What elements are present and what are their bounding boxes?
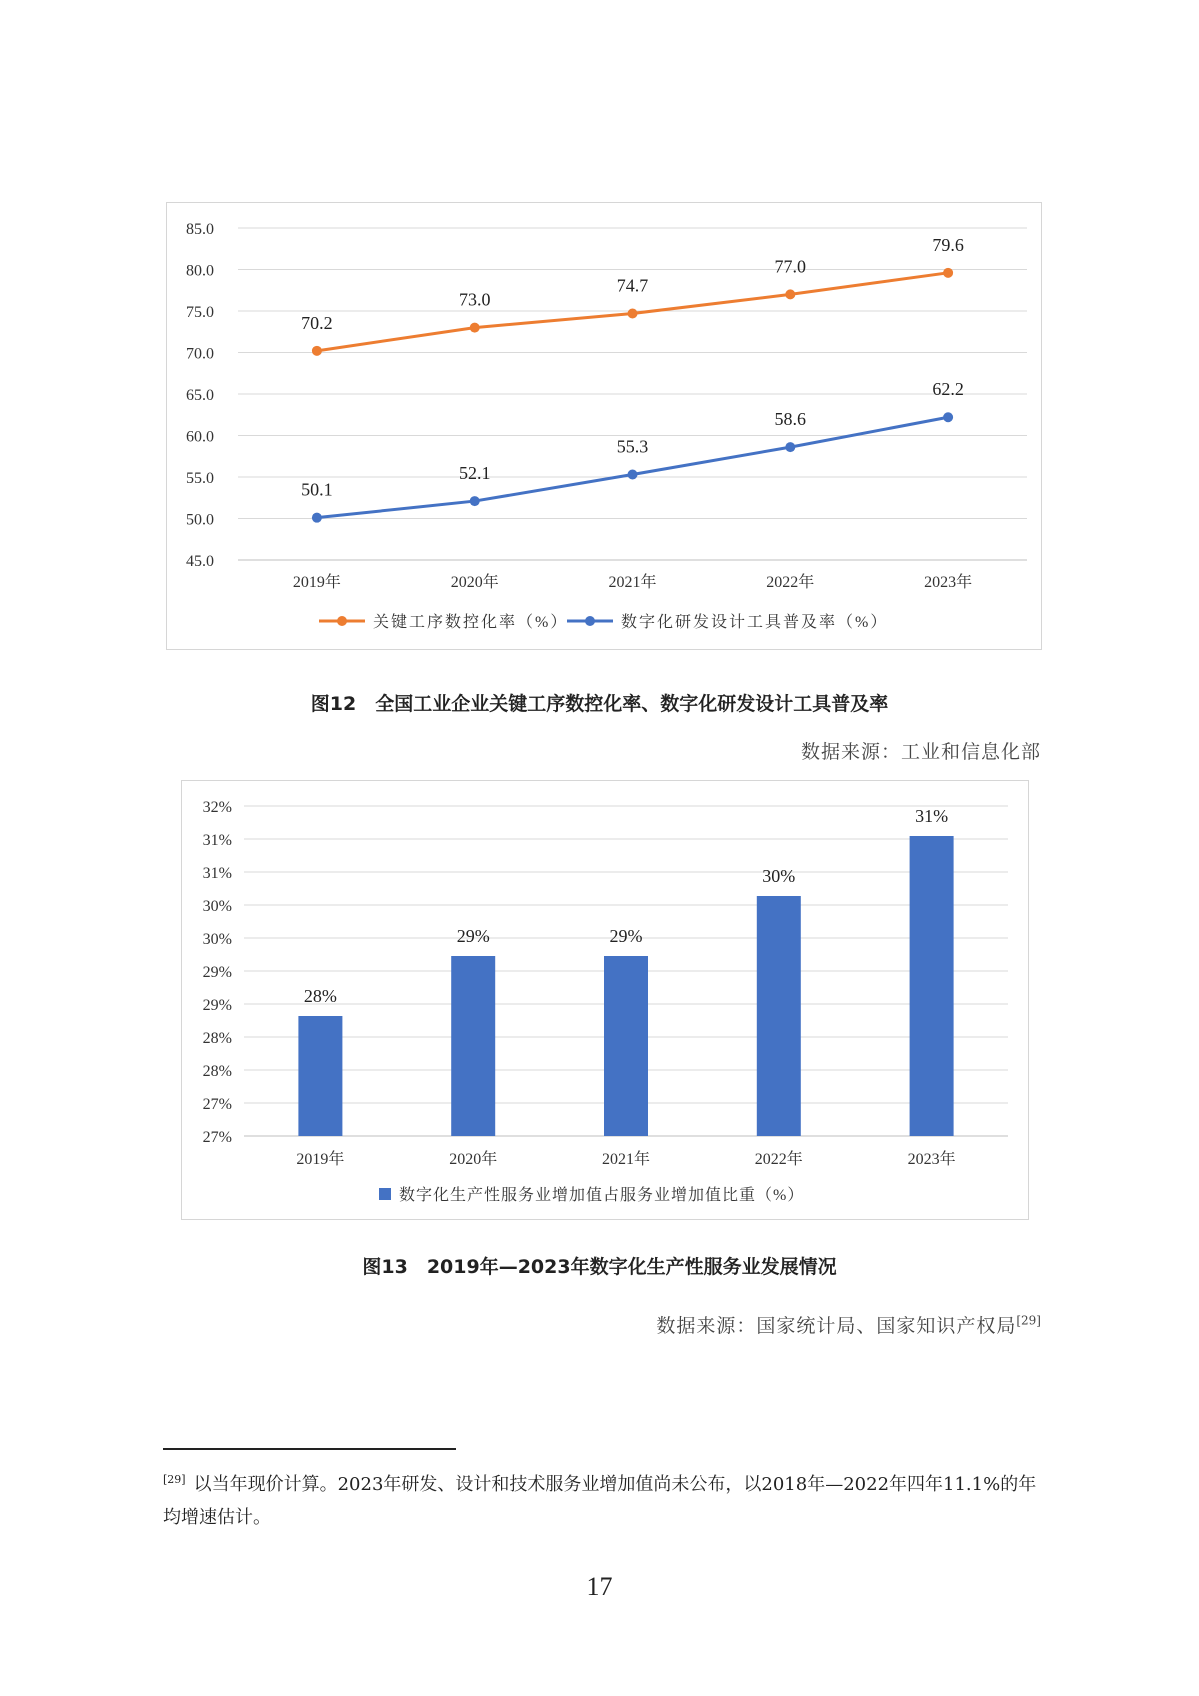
footnote	[163, 1463, 1043, 1534]
legend-label: 数字化研发设计工具普及率（%）	[621, 614, 889, 631]
data-point	[470, 323, 480, 333]
y-tick-label: 70.0	[186, 345, 214, 363]
y-tick-label: 31%	[202, 865, 232, 882]
data-label: 79.6	[932, 234, 964, 255]
x-tick-label: 2023年	[907, 1151, 956, 1168]
data-point	[312, 513, 322, 523]
data-label: 30%	[762, 866, 796, 886]
data-point	[943, 268, 953, 278]
x-tick-label: 2021年	[608, 574, 657, 591]
data-label: 58.6	[774, 409, 807, 430]
y-tick-label: 65.0	[186, 387, 214, 404]
y-tick-label: 29%	[202, 997, 232, 1014]
y-tick-label: 28%	[202, 1063, 232, 1080]
x-tick-label: 2022年	[766, 574, 815, 591]
footnote-rule	[163, 1448, 456, 1450]
data-label: 29%	[609, 926, 643, 946]
x-tick-label: 2021年	[601, 1151, 651, 1168]
legend-label: 关键工序数控化率（%）	[373, 614, 569, 631]
page-number: 17	[586, 1572, 613, 1601]
data-label: 31%	[915, 806, 949, 826]
source-ref: [29]	[1016, 1313, 1041, 1328]
data-point	[470, 496, 480, 506]
series-line	[317, 417, 948, 517]
x-tick-label: 2020年	[450, 574, 499, 591]
data-label: 29%	[456, 926, 490, 946]
data-label: 28%	[303, 986, 337, 1006]
y-tick-label: 31%	[202, 832, 232, 849]
legend-marker	[379, 1188, 391, 1200]
figure-13-chart	[181, 780, 1029, 1220]
legend-label: 数字化生产性服务业增加值占服务业增加值比重（%）	[399, 1187, 805, 1204]
data-label: 52.1	[458, 463, 491, 484]
figure-12-source: 数据来源：工业和信息化部	[800, 741, 1041, 763]
data-label: 62.2	[932, 379, 964, 400]
data-point	[785, 289, 795, 299]
figure-12-caption: 图12 全国工业企业关键工序数控化率、数字化研发设计工具普及率	[310, 693, 889, 715]
y-tick-label: 30%	[202, 898, 232, 915]
data-label: 73.0	[458, 289, 491, 310]
bar	[298, 1016, 342, 1136]
bar	[910, 836, 954, 1136]
figure-13-caption: 图13 2019年—2023年数字化生产性服务业发展情况	[362, 1256, 837, 1278]
legend-marker	[585, 616, 595, 626]
bar	[604, 956, 648, 1136]
footnote-text: 以当年现价计算。2023年研发、设计和技术服务业增加值尚未公布，以2018年—2022年四年11.1%的年均增速估计。	[163, 1474, 1037, 1528]
data-point	[312, 346, 322, 356]
bar	[451, 956, 495, 1136]
data-point	[785, 442, 795, 452]
y-tick-label: 80.0	[186, 262, 214, 280]
figure-13-source	[656, 1311, 1041, 1338]
footnote-ref: [29]	[163, 1473, 186, 1486]
y-tick-label: 85.0	[186, 221, 214, 238]
x-tick-label: 2023年	[924, 574, 973, 591]
source-text: 数据来源：国家统计局、国家知识产权局	[656, 1315, 1017, 1337]
y-tick-label: 75.0	[186, 304, 214, 321]
data-label: 77.0	[774, 256, 807, 277]
x-tick-label: 2022年	[754, 1151, 803, 1168]
data-label: 55.3	[616, 436, 649, 457]
data-label: 74.7	[616, 275, 649, 296]
line-chart	[167, 203, 1041, 649]
data-label: 70.2	[301, 312, 333, 333]
x-tick-label: 2020年	[449, 1151, 498, 1168]
x-tick-label: 2019年	[296, 1151, 345, 1168]
figure-12-chart	[166, 202, 1042, 650]
bar-chart	[182, 781, 1028, 1219]
y-tick-label: 27%	[202, 1096, 232, 1113]
data-point	[628, 470, 638, 480]
y-tick-label: 55.0	[186, 470, 214, 487]
y-tick-label: 45.0	[186, 553, 214, 570]
y-tick-label: 28%	[202, 1030, 232, 1047]
data-label: 50.1	[301, 479, 333, 500]
y-tick-label: 29%	[202, 964, 232, 981]
legend-marker	[337, 616, 347, 626]
y-tick-label: 60.0	[186, 428, 214, 446]
x-tick-label: 2019年	[292, 574, 341, 591]
y-tick-label: 27%	[202, 1129, 232, 1146]
data-point	[943, 412, 953, 422]
data-point	[628, 308, 638, 318]
bar	[757, 896, 801, 1136]
y-tick-label: 30%	[202, 931, 232, 948]
y-tick-label: 32%	[202, 799, 232, 816]
y-tick-label: 50.0	[186, 511, 214, 529]
